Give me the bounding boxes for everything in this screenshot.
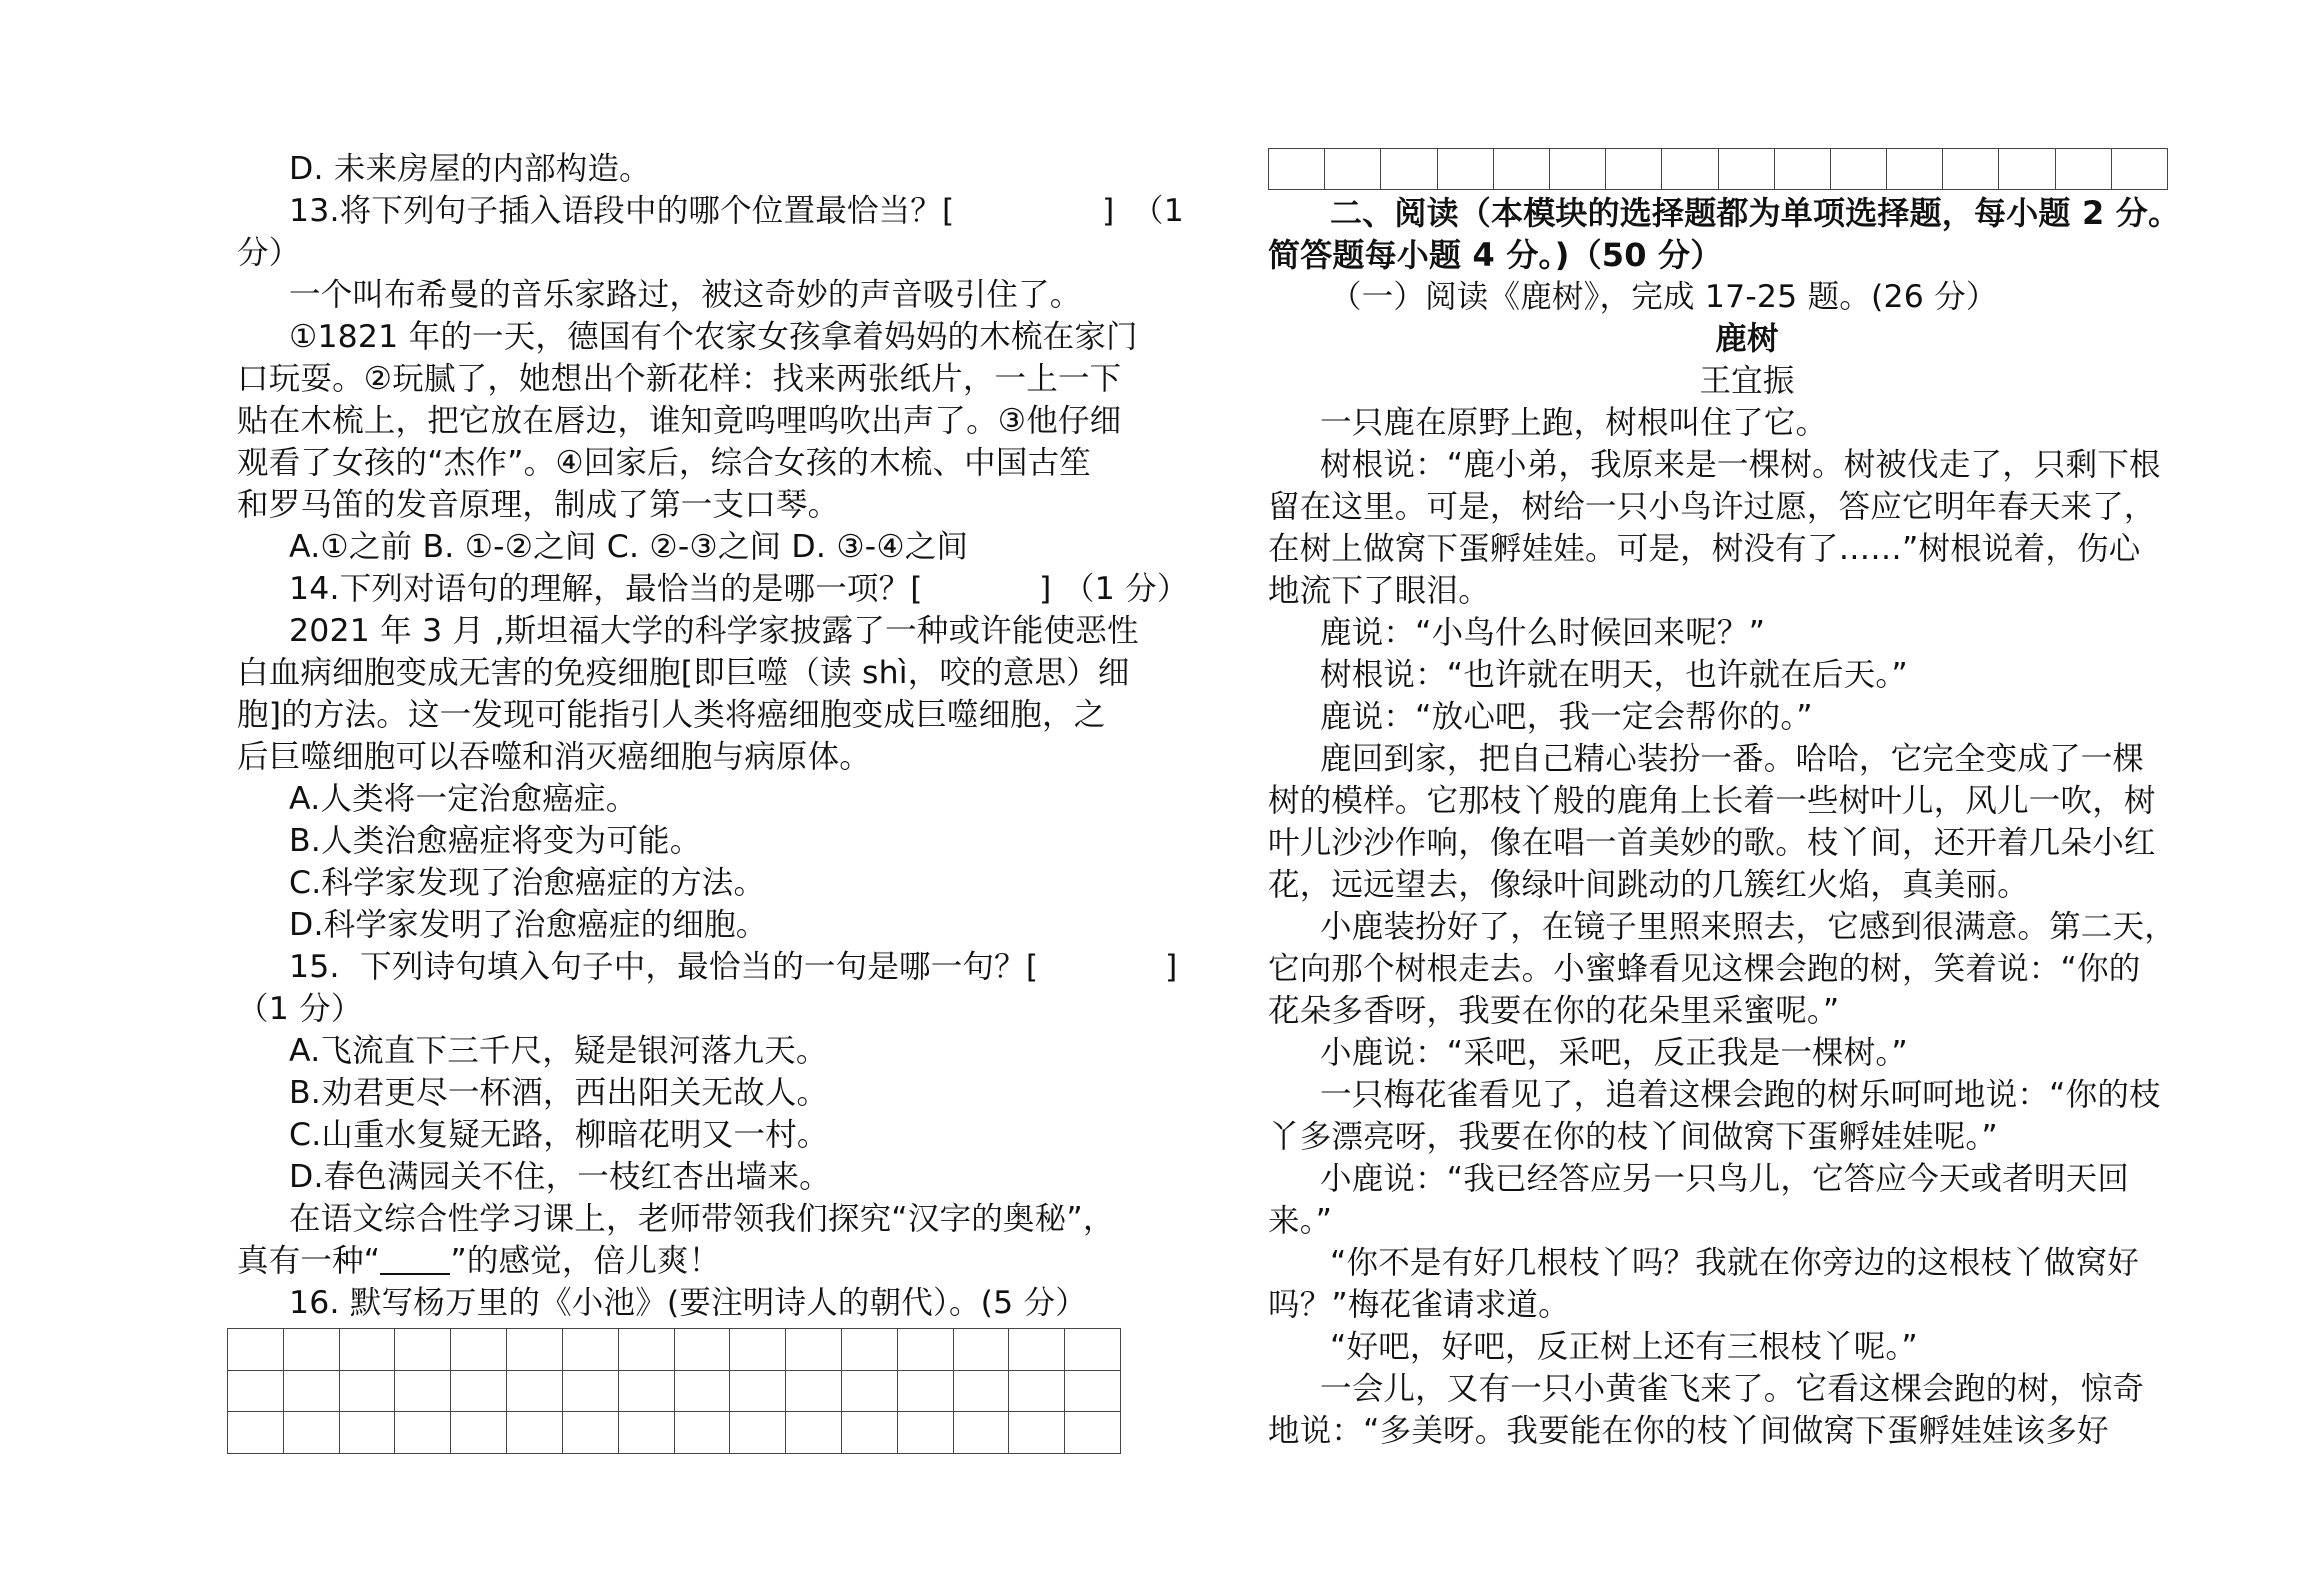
q16-grid-cell[interactable] xyxy=(507,1370,563,1412)
q16-grid-cell[interactable] xyxy=(562,1329,618,1371)
q16-grid-cell[interactable] xyxy=(618,1329,674,1371)
q16-grid-cell[interactable] xyxy=(786,1370,842,1412)
q16-grid-cell[interactable] xyxy=(841,1412,897,1454)
q16-grid-cell[interactable] xyxy=(562,1370,618,1412)
top-grid-cell[interactable] xyxy=(1381,149,1437,190)
q15-stem-main: 15. 下列诗句填入句子中，最恰当的一句是哪一句？[ xyxy=(289,949,1039,985)
top-grid-cell[interactable] xyxy=(1325,149,1381,190)
story-line: 地流下了眼泪。 xyxy=(1268,573,1490,609)
q15-sentence-end: ”的感觉，倍儿爽！ xyxy=(450,1243,721,1279)
story-line: 鹿回到家，把自己精心装扮一番。哈哈，它完全变成了一棵 xyxy=(1320,741,2145,777)
writing-grid-top[interactable] xyxy=(1268,148,2168,190)
q16-grid-cell[interactable] xyxy=(786,1412,842,1454)
top-grid-cell[interactable] xyxy=(1943,149,1999,190)
q16-grid-cell[interactable] xyxy=(897,1412,953,1454)
q16-grid-cell[interactable] xyxy=(562,1412,618,1454)
story-line: 花，远远望去，像绿叶间跳动的几簇红火焰，真美丽。 xyxy=(1268,867,2029,903)
top-grid-cell[interactable] xyxy=(1830,149,1886,190)
story-line: 树的模样。它那枝丫般的鹿角上长着一些树叶儿，风儿一吹，树 xyxy=(1268,783,2156,819)
grid-row xyxy=(228,1370,1121,1412)
section-title-cont: 简答题每小题 4 分。)（50 分） xyxy=(1268,236,1723,274)
top-grid-cell[interactable] xyxy=(1437,149,1493,190)
q16-grid-cell[interactable] xyxy=(228,1370,284,1412)
q16-grid-cell[interactable] xyxy=(507,1329,563,1371)
story-line: 它向那个树根走去。小蜜蜂看见这棵会跑的树，笑着说：“你的 xyxy=(1268,951,2141,987)
top-grid-cell[interactable] xyxy=(2055,149,2111,190)
q13-bracket-close: ] xyxy=(1102,193,1115,229)
q13-options: A.①之前 B. ①-②之间 C. ②-③之间 D. ③-④之间 xyxy=(289,529,969,565)
q15-sentence-line2 xyxy=(237,1240,720,1282)
top-grid-cell[interactable] xyxy=(1606,149,1662,190)
q13-insert-sentence: 一个叫布希曼的音乐家路过，被这奇妙的声音吸引住了。 xyxy=(289,277,1082,313)
q16-grid-cell[interactable] xyxy=(1065,1370,1121,1412)
q13-passage-line: 和罗马笛的发音原理，制成了第一支口琴。 xyxy=(237,487,840,523)
q16-stem: 16. 默写杨万里的《小池》(要注明诗人的朝代）。(5 分） xyxy=(289,1285,1087,1321)
q16-answer-grid[interactable] xyxy=(227,1328,1121,1454)
q14-option: A.人类将一定治愈癌症。 xyxy=(289,781,638,817)
q14-stem-main: 14.下列对语句的理解，最恰当的是哪一项？[ xyxy=(289,571,923,607)
q16-grid-cell[interactable] xyxy=(786,1329,842,1371)
story-line: 小鹿装扮好了，在镜子里照来照去，它感到很满意。第二天， xyxy=(1320,909,2176,945)
q14-passage-line: 后巨噬细胞可以吞噬和消灭癌细胞与病原体。 xyxy=(237,739,872,775)
q16-grid-cell[interactable] xyxy=(395,1412,451,1454)
q16-grid-cell[interactable] xyxy=(451,1370,507,1412)
story-line: 丫多漂亮呀，我要在你的枝丫间做窝下蛋孵娃娃呢。” xyxy=(1268,1119,1998,1155)
story-line: 树根说：“也许就在明天，也许就在后天。” xyxy=(1320,657,1908,693)
q16-grid-cell[interactable] xyxy=(395,1370,451,1412)
story-line: 小鹿说：“采吧，采吧，反正我是一棵树。” xyxy=(1320,1035,1908,1071)
story-line: 地说：“多美呀。我要能在你的枝丫间做窝下蛋孵娃娃该多好 xyxy=(1268,1413,2109,1449)
top-grid-cell[interactable] xyxy=(1887,149,1943,190)
q16-grid-cell[interactable] xyxy=(953,1370,1009,1412)
q16-grid-cell[interactable] xyxy=(1009,1329,1065,1371)
story-line: 吗？”梅花雀请求道。 xyxy=(1268,1287,1570,1323)
top-grid-cell[interactable] xyxy=(1662,149,1718,190)
q16-grid-cell[interactable] xyxy=(339,1412,395,1454)
q16-grid-cell[interactable] xyxy=(395,1329,451,1371)
section-title: 二、阅读（本模块的选择题都为单项选择题，每小题 2 分。 xyxy=(1330,194,2181,232)
q16-grid-cell[interactable] xyxy=(618,1370,674,1412)
q16-grid-cell[interactable] xyxy=(841,1370,897,1412)
top-grid-cell[interactable] xyxy=(1549,149,1605,190)
q15-option: B.劝君更尽一杯酒，西出阳关无故人。 xyxy=(289,1075,829,1111)
q16-grid-cell[interactable] xyxy=(339,1329,395,1371)
top-grid-cell[interactable] xyxy=(1774,149,1830,190)
q12-option-d: D. 未来房屋的内部构造。 xyxy=(289,151,651,187)
q13-passage-line: 观看了女孩的“杰作”。④回家后，综合女孩的木梳、中国古笙 xyxy=(237,445,1091,481)
q15-option: C.山重水复疑无路，柳暗花明又一村。 xyxy=(289,1117,829,1153)
story-line: 一只鹿在原野上跑，树根叫住了它。 xyxy=(1320,405,1828,441)
q14-passage-line: 白血病细胞变成无害的免疫细胞[即巨噬（读 shì，咬的意思）细 xyxy=(237,655,1130,691)
grid-row xyxy=(228,1412,1121,1454)
q16-grid-cell[interactable] xyxy=(674,1329,730,1371)
q16-grid-cell[interactable] xyxy=(283,1329,339,1371)
q16-grid-cell[interactable] xyxy=(730,1329,786,1371)
story-line: 在树上做窝下蛋孵娃娃。可是，树没有了……”树根说着，伤心 xyxy=(1268,531,2141,567)
q13-score: （1 xyxy=(1132,193,1184,229)
q13-stem-main: 13.将下列句子插入语段中的哪个位置最恰当？[ xyxy=(289,193,955,229)
q15-option: D.春色满园关不住，一枝红杏出墙来。 xyxy=(289,1159,831,1195)
q14-option: C.科学家发现了治愈癌症的方法。 xyxy=(289,865,766,901)
grid-row xyxy=(228,1329,1121,1371)
q15-sentence-start: 真有一种“ xyxy=(237,1243,381,1279)
q13-passage-line: 贴在木梳上，把它放在唇边，谁知竟呜哩呜吹出声了。③他仔细 xyxy=(237,403,1122,439)
q15-sentence-line: 在语文综合性学习课上，老师带领我们探究“汉字的奥秘”， xyxy=(289,1201,1115,1237)
story-author: 王宜振 xyxy=(1699,363,1795,399)
top-grid-cell[interactable] xyxy=(2111,149,2167,190)
q16-grid-cell[interactable] xyxy=(953,1412,1009,1454)
q16-grid-cell[interactable] xyxy=(897,1329,953,1371)
story-line: “好吧，好吧，反正树上还有三根枝丫呢。” xyxy=(1330,1329,1918,1365)
story-line: 一会儿，又有一只小黄雀飞来了。它看这棵会跑的树，惊奇 xyxy=(1320,1371,2145,1407)
story-line: 一只梅花雀看见了，追着这棵会跑的树乐呵呵地说：“你的枝 xyxy=(1320,1077,2161,1113)
top-grid-cell[interactable] xyxy=(1269,149,1325,190)
q16-grid-cell[interactable] xyxy=(451,1412,507,1454)
q16-grid-cell[interactable] xyxy=(953,1329,1009,1371)
q16-grid-cell[interactable] xyxy=(1009,1412,1065,1454)
top-grid-cell[interactable] xyxy=(1493,149,1549,190)
q16-grid-cell[interactable] xyxy=(1065,1412,1121,1454)
q16-grid-cell[interactable] xyxy=(283,1412,339,1454)
q16-grid-cell[interactable] xyxy=(730,1370,786,1412)
q16-grid-cell[interactable] xyxy=(228,1412,284,1454)
story-line: 小鹿说：“我已经答应另一只鸟儿，它答应今天或者明天回 xyxy=(1320,1161,2130,1197)
q16-grid-cell[interactable] xyxy=(228,1329,284,1371)
q13-passage-line: ①1821 年的一天，德国有个农家女孩拿着妈妈的木梳在家门 xyxy=(289,319,1138,355)
q16-grid-cell[interactable] xyxy=(451,1329,507,1371)
story-line: 树根说：“鹿小弟，我原来是一棵树。树被伐走了，只剩下根 xyxy=(1320,447,2161,483)
q16-grid-cell[interactable] xyxy=(339,1370,395,1412)
story-title: 鹿树 xyxy=(1715,321,1779,357)
q16-grid-cell[interactable] xyxy=(841,1329,897,1371)
q16-grid-cell[interactable] xyxy=(674,1412,730,1454)
q15-option: A.飞流直下三千尺，疑是银河落九天。 xyxy=(289,1033,828,1069)
top-grid-cell[interactable] xyxy=(1999,149,2055,190)
q16-grid-cell[interactable] xyxy=(730,1412,786,1454)
story-line: 留在这里。可是，树给一只小鸟许过愿，答应它明年春天来了， xyxy=(1268,489,2156,525)
q16-grid-cell[interactable] xyxy=(507,1412,563,1454)
story-line: 花朵多香呀，我要在你的花朵里采蜜呢。” xyxy=(1268,993,1840,1029)
q16-grid-cell[interactable] xyxy=(618,1412,674,1454)
story-line: 鹿说：“小鸟什么时候回来呢？” xyxy=(1320,615,1766,651)
q14-option: B.人类治愈癌症将变为可能。 xyxy=(289,823,702,859)
q16-grid-cell[interactable] xyxy=(1009,1370,1065,1412)
subsection-heading: （一）阅读《鹿树》，完成 17-25 题。(26 分） xyxy=(1330,279,1998,315)
q16-grid-cell[interactable] xyxy=(897,1370,953,1412)
q15-bracket-close: ] xyxy=(1165,949,1178,985)
q14-passage-line: 2021 年 3 月 ,斯坦福大学的科学家披露了一种或许能使恶性 xyxy=(289,613,1139,649)
q15-score: （1 分） xyxy=(237,991,363,1027)
q16-grid-cell[interactable] xyxy=(1065,1329,1121,1371)
grid-row xyxy=(1269,149,2168,190)
q16-grid-cell[interactable] xyxy=(674,1370,730,1412)
top-grid-cell[interactable] xyxy=(1718,149,1774,190)
story-line: 来。” xyxy=(1268,1203,1333,1239)
q13-score-cont: 分） xyxy=(237,235,301,271)
story-line: “你不是有好几根枝丫吗？我就在你旁边的这根枝丫做窝好 xyxy=(1330,1245,2140,1281)
q15-fill-blank[interactable] xyxy=(380,1245,450,1275)
story-line: 叶儿沙沙作响，像在唱一首美妙的歌。枝丫间，还开着几朵小红 xyxy=(1268,825,2156,861)
q16-grid-cell[interactable] xyxy=(283,1370,339,1412)
q14-passage-line: 胞]的方法。这一发现可能指引人类将癌细胞变成巨噬细胞，之 xyxy=(237,697,1106,733)
q13-passage-line: 口玩耍。②玩腻了，她想出个新花样：找来两张纸片，一上一下 xyxy=(237,361,1122,397)
q14-bracket-close: ] xyxy=(1039,571,1052,607)
story-line: 鹿说：“放心吧，我一定会帮你的。” xyxy=(1320,699,1813,735)
q14-option: D.科学家发明了治愈癌症的细胞。 xyxy=(289,907,768,943)
q14-score: （1 分） xyxy=(1063,571,1189,607)
